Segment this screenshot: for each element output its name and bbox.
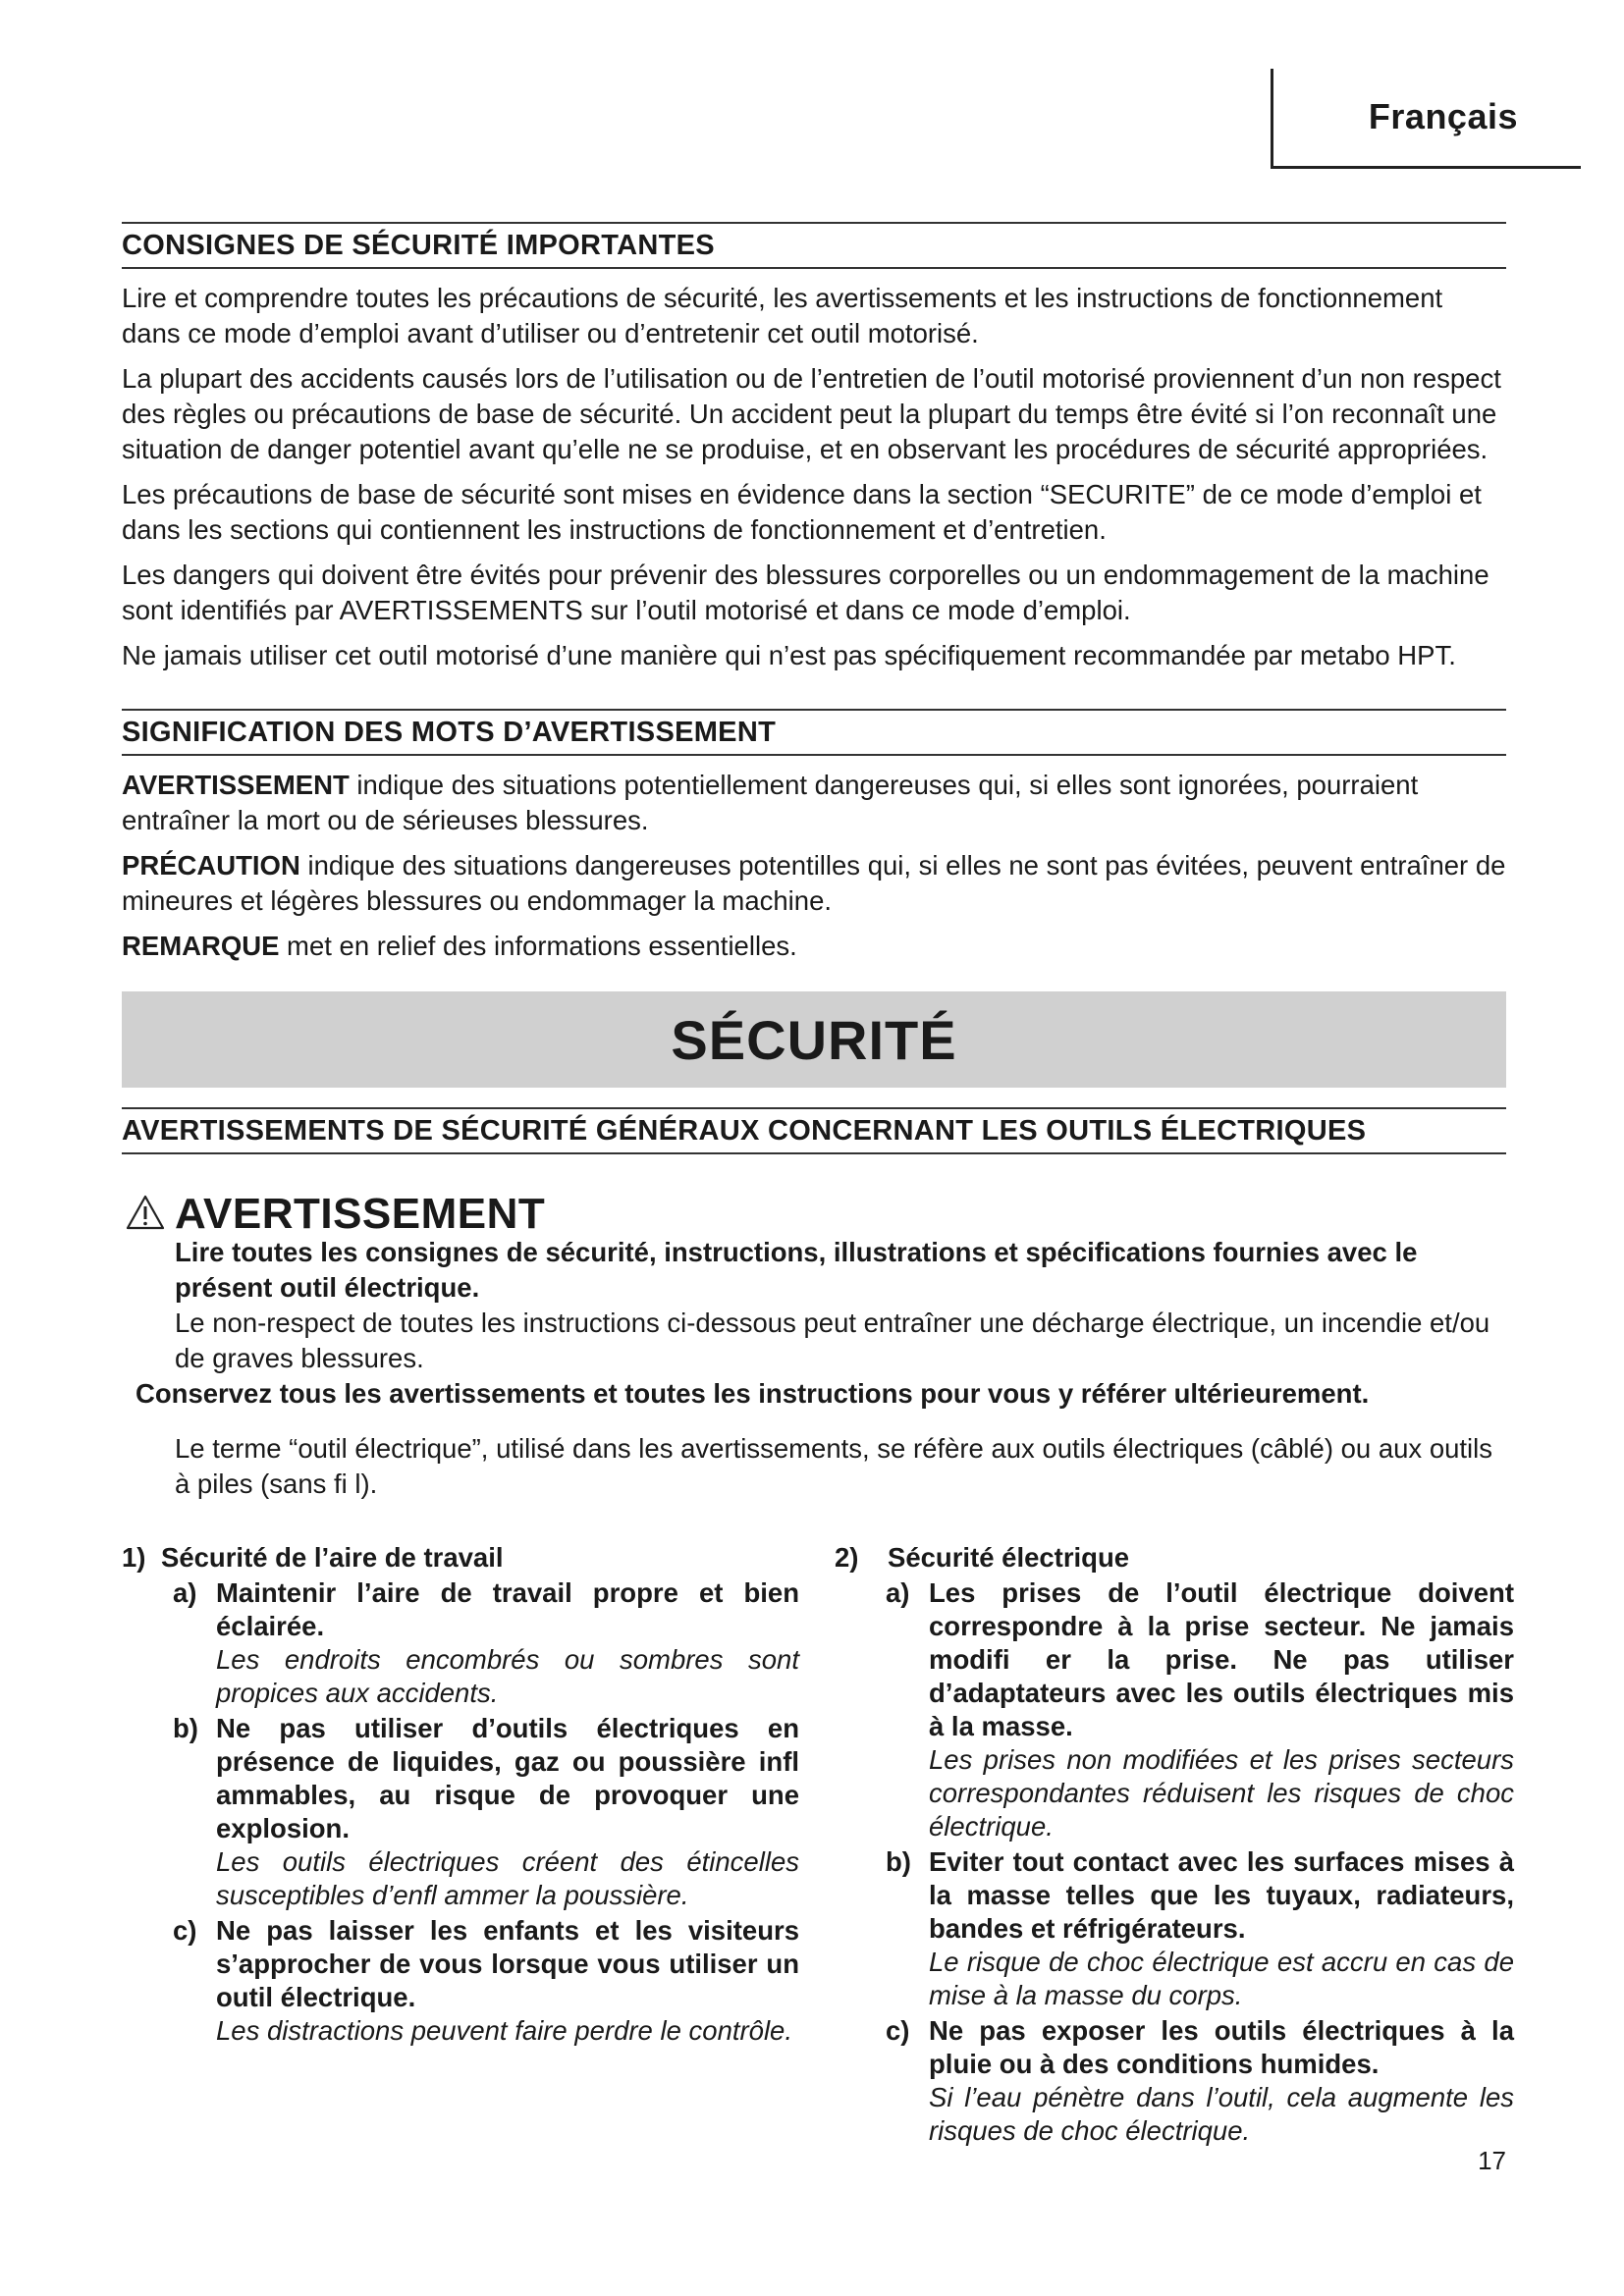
warning-body (175, 1235, 1510, 1376)
section-consignes (122, 222, 1506, 673)
list-item: b) Ne pas utiliser d’outils électriques en présence de liquides, gaz ou poussière infl ammables, au risque de provoquer une explosion. Les outils électriques créent des étincelles susceptibles d’enfl ammer la poussière. (173, 1713, 799, 1910)
signal-word-paragraph: PRÉCAUTION indique des situations dangereuses potentilles qui, si elles ne sont pas évitées, peuvent entraîner de mineures et légères blessures ou endommager la machine. (122, 850, 1506, 916)
list-item: b) Eviter tout contact avec les surfaces mises à la masse telles que les tuyaux, radiateurs, bandes et réfrigérateurs. Le risque de choc électrique est accru en cas de mise à la masse du corps. (886, 1846, 1514, 2010)
list-item: c) Ne pas exposer les outils électriques à la pluie ou à des conditions humides. Si l’eau pénètre dans l’outil, cela augmente les risques de choc électrique. (886, 2015, 1514, 2146)
warning-normal-line: Le non-respect de toutes les instructions ci-dessous peut entraîner une décharge électrique, un incendie et/ou de graves blessures. (175, 1308, 1490, 1373)
section-title-signification: SIGNIFICATION DES MOTS D’AVERTISSEMENT (122, 709, 1506, 756)
left-column (122, 1541, 799, 2048)
page-number: 17 (1478, 2146, 1506, 2175)
section-title-general-warnings: AVERTISSEMENTS DE SÉCURITÉ GÉNÉRAUX CONCERNANT LES OUTILS ÉLECTRIQUES (122, 1107, 1506, 1154)
warning-bold-line: Lire toutes les consignes de sécurité, instructions, illustrations et spécifications fournies avec le présent outil électrique. (175, 1237, 1418, 1303)
warning-title: AVERTISSEMENT (175, 1190, 546, 1238)
column-heading: 1) Sécurité de l’aire de travail (122, 1542, 504, 1573)
section-title-consignes: CONSIGNES DE SÉCURITÉ IMPORTANTES (122, 222, 1506, 269)
paragraph: Lire et comprendre toutes les précautions de sécurité, les avertissements et les instructions de fonctionnement dans ce mode d’emploi avant d’utiliser ou d’entretenir cet outil motorisé. (122, 283, 1443, 348)
paragraph: La plupart des accidents causés lors de l’utilisation ou de l’entretien de l’outil motorisé proviennent d’un non respect des règles ou précautions de base de sécurité. Un accident peut la plupart du temps être évité si l’on reconnaît une situation de danger potentiel avant qu’elle ne se produise, et en observant les procédures de sécurité appropriées. (122, 363, 1501, 464)
signal-word-paragraph: REMARQUE met en relief des informations essentielles. (122, 931, 797, 961)
paragraph: Les dangers qui doivent être évités pour prévenir des blessures corporelles ou un endommagement de la machine sont identifiés par AVERTISSEMENTS sur l’outil motorisé et dans ce mode d’emploi. (122, 560, 1489, 625)
paragraph: Les précautions de base de sécurité sont mises en évidence dans la section “SECURITE” de ce mode d’emploi et dans les sections qui contiennent les instructions de fonctionnement et d’entretien. (122, 479, 1482, 545)
language-tab (1271, 69, 1581, 169)
signal-term: PRÉCAUTION (122, 850, 300, 881)
signal-term: AVERTISSEMENT (122, 770, 350, 800)
section-general-warnings (122, 1107, 1506, 1154)
list-item: a) Maintenir l’aire de travail propre et bien éclairée. Les endroits encombrés ou sombres sont propices aux accidents. (173, 1577, 799, 1708)
banner-title: SÉCURITÉ (671, 1008, 957, 1071)
electric-tool-term-line: Le terme “outil électrique”, utilisé dans les avertissements, se réfère aux outils électriques (câblé) ou aux outils à piles (sans fi l). (175, 1433, 1493, 1499)
list-item: a) Les prises de l’outil électrique doivent correspondre à la prise secteur. Ne jamais modifi er la prise. Ne pas utiliser d’adaptateurs avec les outils électriques mis à la masse. Les prises non modifiées et les prises secteurs correspondantes réduisent les risques de choc électrique. (886, 1577, 1514, 1842)
signal-term: REMARQUE (122, 931, 280, 961)
right-column (835, 1541, 1514, 2148)
keep-instructions-line: Conservez tous les avertissements et toutes les instructions pour vous y référer ultérieurement. (135, 1378, 1370, 1409)
list-item: c) Ne pas laisser les enfants et les visiteurs s’approcher de vous lorsque vous utiliser un outil électrique. Les distractions peuvent faire perdre le contrôle. (173, 1915, 799, 2046)
language-label: Français (1368, 96, 1518, 136)
warning-triangle-icon (126, 1195, 165, 1235)
securite-banner (122, 991, 1506, 1088)
column-heading: 2) Sécurité électrique (835, 1542, 1130, 1573)
warning-heading (126, 1190, 545, 1239)
paragraph: Ne jamais utiliser cet outil motorisé d’une manière qui n’est pas spécifiquement recommandée par metabo HPT. (122, 640, 1456, 670)
signal-word-paragraph: AVERTISSEMENT indique des situations potentiellement dangereuses qui, si elles sont ignorées, pourraient entraîner la mort ou de sérieuses blessures. (122, 770, 1419, 835)
section-signification (122, 709, 1506, 964)
